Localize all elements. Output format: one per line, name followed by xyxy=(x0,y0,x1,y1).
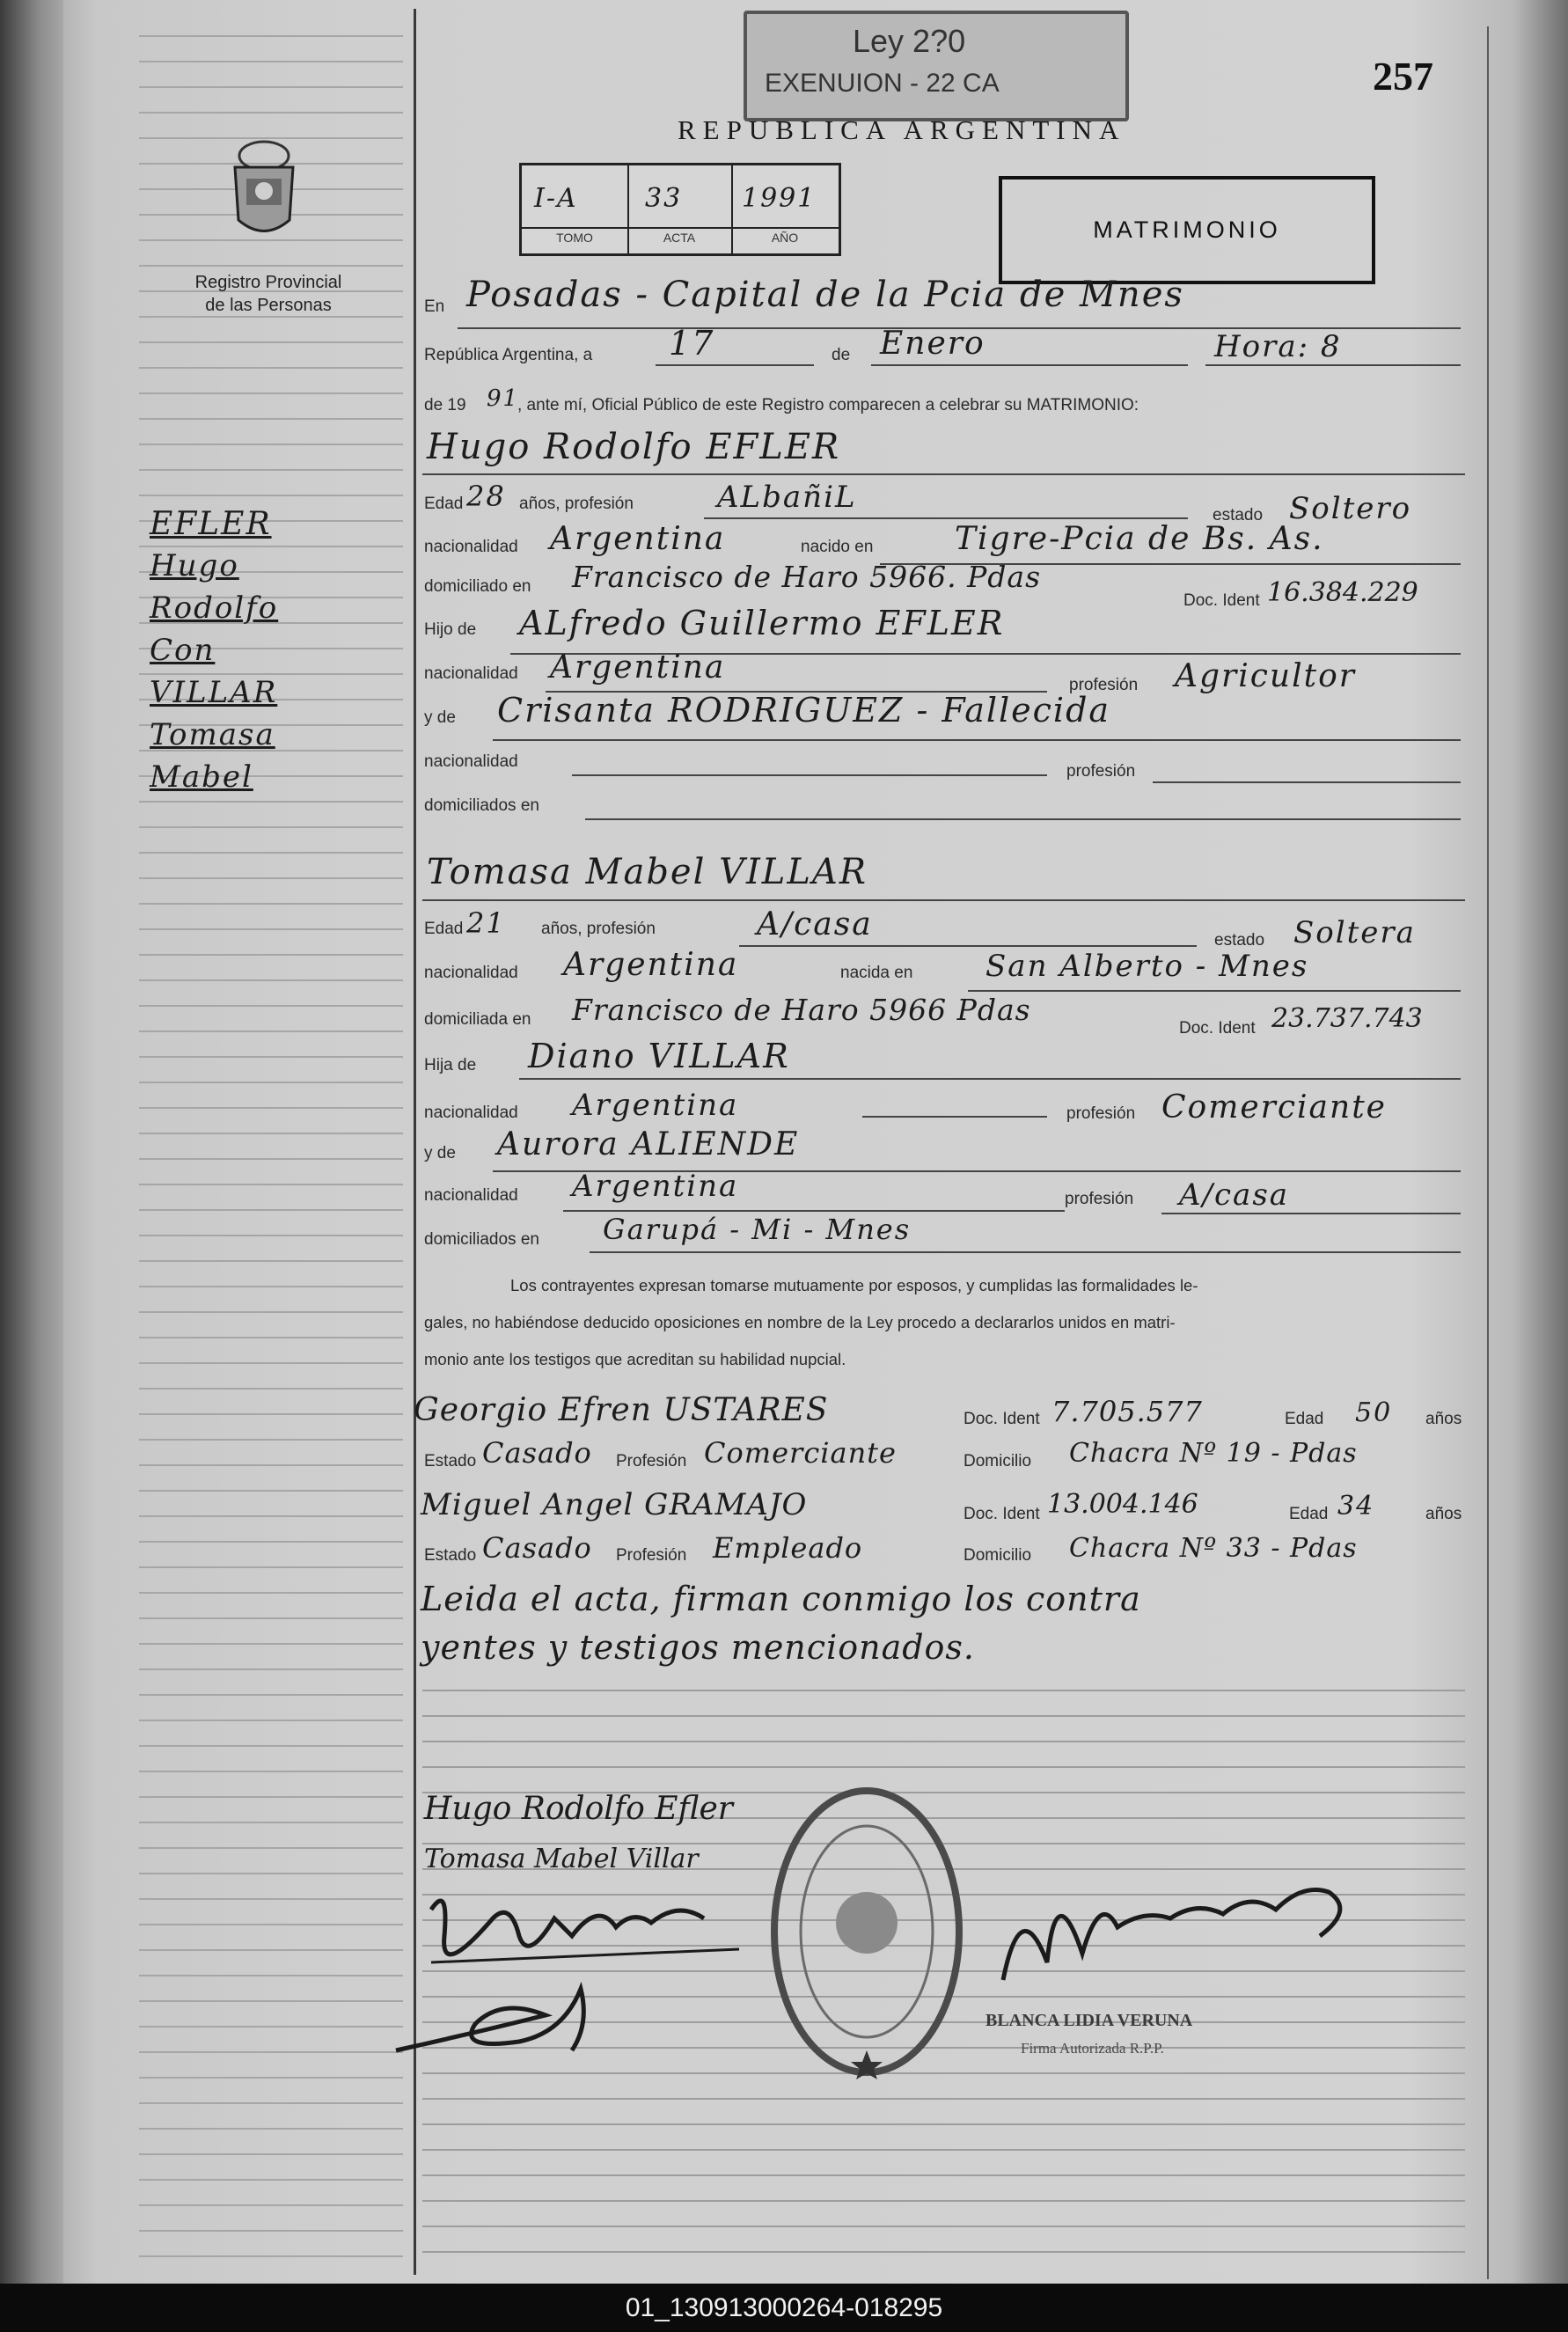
declaration-line-3: monio ante los testigos que acreditan su habilidad nupcial. xyxy=(424,1350,846,1368)
tomo-cell xyxy=(522,165,629,253)
margin-rule-line xyxy=(139,1133,403,1134)
ruled-line xyxy=(422,1766,1465,1768)
day-value: 17 xyxy=(669,324,715,363)
margin-rule-line xyxy=(139,418,403,420)
margin-rule-line xyxy=(139,1796,403,1798)
groom-padre-prof: Agricultor xyxy=(1175,658,1356,694)
margin-note-4: Con xyxy=(150,633,216,668)
margin-rule-line xyxy=(139,2102,403,2104)
margin-rule-line xyxy=(139,61,403,62)
margin-rule-line xyxy=(139,1184,403,1185)
bride-yde-label: y de xyxy=(424,1144,456,1162)
closing-line-2: yentes y testigos mencionados. xyxy=(421,1628,976,1667)
margin-rule-line xyxy=(139,979,403,981)
declaration-line-1: Los contrayentes expresan tomarse mutuamente por esposos, y cumplidas las formalidades le- xyxy=(510,1276,1198,1294)
ruled-line xyxy=(422,2123,1465,2125)
margin-note-6: Tomasa xyxy=(150,717,275,752)
ruled-line xyxy=(422,1690,1465,1691)
file-id: 01_130913000264-018295 xyxy=(625,2293,943,2322)
margin-rule-line xyxy=(139,1949,403,1951)
groom-madre-nac-label: nacionalidad xyxy=(424,752,518,771)
bride-profesion: A/casa xyxy=(757,906,873,942)
margin-rule-line xyxy=(139,341,403,343)
groom-padre-prof-label: profesión xyxy=(1069,676,1139,694)
bride-madre: Aurora ALIENDE xyxy=(497,1126,800,1162)
margin-rule-line xyxy=(139,954,403,956)
witness2-profesion: Empleado xyxy=(713,1531,863,1565)
margin-note-1: EFLER xyxy=(150,506,272,542)
ruled-line xyxy=(422,2226,1465,2227)
bride-hija-label: Hija de xyxy=(424,1056,477,1074)
republic-label: República Argentina, a xyxy=(424,346,593,364)
tomo-label: TOMO xyxy=(556,231,593,245)
tomo-value: I-A xyxy=(534,183,578,214)
margin-rule-line xyxy=(139,2179,403,2181)
margin-rule-line xyxy=(139,1056,403,1058)
groom-madre-prof-label: profesión xyxy=(1066,762,1136,781)
margin-rule-line xyxy=(139,2153,403,2155)
acta-cell xyxy=(627,165,733,253)
margin-rule-line xyxy=(139,1030,403,1032)
margin-rule-line xyxy=(139,444,403,445)
signature-groom: Hugo Rodolfo Efler xyxy=(424,1791,733,1827)
ruled-line xyxy=(422,2200,1465,2202)
bride-padre-prof-label: profesión xyxy=(1066,1104,1136,1123)
file-id-bar xyxy=(0,2284,1568,2332)
margin-rule-line xyxy=(139,2000,403,2002)
margin-rule-line xyxy=(139,1898,403,1900)
officer-stamp-name: BLANCA LIDIA VERUNA xyxy=(985,2011,1193,2030)
page-number: 257 xyxy=(1373,54,1433,99)
record-type-box xyxy=(999,176,1375,284)
en-label: En xyxy=(424,297,445,316)
groom-domicilio-label: domiciliado en xyxy=(424,577,531,596)
bride-anos-profesion-label: años, profesión xyxy=(541,920,656,938)
witness1-edad-label: Edad xyxy=(1285,1410,1324,1428)
bride-estado-label: estado xyxy=(1214,931,1265,950)
groom-madre: Crisanta RODRIGUEZ - Fallecida xyxy=(497,691,1111,730)
groom-padre-nac-label: nacionalidad xyxy=(424,664,518,683)
witness1-domicilio: Chacra Nº 19 - Pdas xyxy=(1069,1438,1358,1469)
margin-note-2: Hugo xyxy=(150,548,239,583)
stamp-line-2: EXENUION - 22 CA xyxy=(765,69,1000,98)
official-seal xyxy=(766,1782,968,2081)
bride-nacida-label: nacida en xyxy=(840,964,913,982)
margin-rule-line xyxy=(139,1158,403,1160)
margin-rule-line xyxy=(139,1337,403,1338)
bride-padre-nac-label: nacionalidad xyxy=(424,1104,518,1122)
witness2-name: Miguel Angel GRAMAJO xyxy=(421,1487,808,1522)
margin-rule-line xyxy=(139,2026,403,2028)
margin-rule-line xyxy=(139,928,403,930)
acta-label: ACTA xyxy=(663,231,696,245)
registry-line-1: Registro Provincial xyxy=(194,273,342,292)
hora-value: Hora: 8 xyxy=(1214,329,1342,364)
bride-nacionalidad-label: nacionalidad xyxy=(424,964,518,982)
margin-rule-line xyxy=(139,1362,403,1364)
stamp-line-1: Ley 2?0 xyxy=(853,23,966,59)
margin-rule-line xyxy=(139,1464,403,1466)
margin-rule-line xyxy=(139,852,403,854)
witness2-doc: 13.004.146 xyxy=(1047,1489,1198,1520)
groom-estado-label: estado xyxy=(1213,506,1264,524)
groom-doc-label: Doc. Ident xyxy=(1183,591,1260,610)
margin-rule-line xyxy=(139,1311,403,1313)
groom-nacionalidad: Argentina xyxy=(550,521,726,557)
record-reference xyxy=(519,163,841,256)
margin-rule-line xyxy=(139,2230,403,2232)
margin-rule-line xyxy=(139,1260,403,1262)
bride-madre-nac-label: nacionalidad xyxy=(424,1186,518,1205)
margin-rule-line xyxy=(139,903,403,905)
ano-value: 1991 xyxy=(742,183,817,214)
margin-rule-line xyxy=(139,265,403,267)
ano-label: AÑO xyxy=(771,231,799,245)
margin-rule-line xyxy=(139,1005,403,1007)
witness2-edad-label: Edad xyxy=(1289,1505,1329,1523)
witness1-name: Georgio Efren USTARES xyxy=(414,1392,829,1428)
margin-rule-line xyxy=(139,1439,403,1441)
witness1-doc-label: Doc. Ident xyxy=(964,1410,1040,1428)
year-suffix: 91 xyxy=(487,385,520,412)
margin-rule-line xyxy=(139,826,403,828)
intro-statement: , ante mí, Oficial Público de este Registro comparecen a celebrar su MATRIMONIO: xyxy=(517,396,1139,414)
officer-signature xyxy=(994,1857,1364,2006)
ruled-line xyxy=(422,1715,1465,1717)
margin-note-7: Mabel xyxy=(150,759,253,795)
witness1-estado-label: Estado xyxy=(424,1452,477,1470)
margin-rule-line xyxy=(139,2255,403,2257)
coat-of-arms-icon xyxy=(224,136,304,246)
bride-padre: Diano VILLAR xyxy=(528,1037,790,1075)
witness2-edad: 34 xyxy=(1337,1491,1375,1522)
margin-rule-line xyxy=(139,1082,403,1083)
bride-domicilio: Francisco de Haro 5966 Pdas xyxy=(572,993,1031,1027)
witness1-edad: 50 xyxy=(1355,1397,1393,1428)
bride-name: Tomasa Mabel VILLAR xyxy=(427,852,868,892)
month-value: Enero xyxy=(880,326,985,362)
witness2-profesion-label: Profesión xyxy=(616,1546,687,1565)
ruled-line xyxy=(422,2251,1465,2253)
bride-madre-prof-label: profesión xyxy=(1065,1190,1134,1208)
bride-nacida: San Alberto - Mnes xyxy=(985,949,1309,984)
registry-name xyxy=(132,271,405,317)
witness2-doc-label: Doc. Ident xyxy=(964,1505,1040,1523)
margin-note xyxy=(150,506,405,802)
margin-rule-line xyxy=(139,2204,403,2206)
margin-rule-line xyxy=(139,2051,403,2053)
record-type: MATRIMONIO xyxy=(1093,216,1281,243)
bride-domiciliados-label: domiciliados en xyxy=(424,1230,539,1249)
margin-rule-line xyxy=(139,86,403,88)
bride-edad-label: Edad xyxy=(424,920,464,938)
margin-rule-line xyxy=(139,1720,403,1721)
margin-note-3: Rodolfo xyxy=(150,590,279,626)
bride-edad: 21 xyxy=(466,906,506,940)
margin-rule-line xyxy=(139,112,403,114)
groom-hijo-label: Hijo de xyxy=(424,620,477,639)
margin-rule-line xyxy=(139,1592,403,1594)
groom-nacido: Tigre-Pcia de Bs. As. xyxy=(955,521,1324,557)
groom-edad: 28 xyxy=(466,480,506,513)
margin-rule-line xyxy=(139,1235,403,1236)
margin-rule-line xyxy=(139,392,403,394)
witness2-domicilio-label: Domicilio xyxy=(964,1546,1032,1565)
witness2-domicilio: Chacra Nº 33 - Pdas xyxy=(1069,1533,1358,1564)
bride-madre-nac: Argentina xyxy=(572,1169,739,1204)
witness1-doc: 7.705.577 xyxy=(1051,1395,1203,1428)
country-heading: REPUBLICA ARGENTINA xyxy=(678,114,1126,145)
bride-estado: Soltera xyxy=(1293,915,1416,950)
margin-rule-line xyxy=(139,1668,403,1670)
margin-rule-line xyxy=(139,1975,403,1976)
margin-rule-line xyxy=(139,1847,403,1849)
groom-domiciliados-label: domiciliados en xyxy=(424,796,539,815)
acta-value: 33 xyxy=(645,183,683,214)
margin-rule-line xyxy=(139,1286,403,1287)
witness1-domicilio-label: Domicilio xyxy=(964,1452,1032,1470)
exemption-stamp xyxy=(744,11,1129,121)
margin-rule-line xyxy=(139,1745,403,1747)
groom-padre-nac: Argentina xyxy=(550,649,726,686)
bride-padre-prof: Comerciante xyxy=(1161,1089,1387,1126)
margin-rule-line xyxy=(139,1617,403,1619)
margin-rule-line xyxy=(139,1209,403,1211)
margin-rule-line xyxy=(139,1490,403,1492)
closing-line-1: Leida el acta, firman conmigo los contra xyxy=(421,1580,1141,1618)
ruled-line xyxy=(422,2149,1465,2151)
bride-domicilio-label: domiciliada en xyxy=(424,1010,531,1029)
witness2-estado: Casado xyxy=(482,1531,592,1565)
bride-doc-label: Doc. Ident xyxy=(1179,1019,1256,1038)
registry-line-2: de las Personas xyxy=(205,296,332,315)
de-label: de xyxy=(832,346,851,364)
ano-cell xyxy=(731,165,839,253)
margin-rule-line xyxy=(139,495,403,496)
ruled-line xyxy=(422,2098,1465,2100)
bride-nacionalidad: Argentina xyxy=(563,947,739,983)
margin-rule-line xyxy=(139,2077,403,2079)
witness-signatures xyxy=(370,1883,792,2086)
declaration-line-2: gales, no habiéndose deducido oposiciones en nombre de la Ley procedo a declararlos unidos en matri- xyxy=(424,1313,1176,1331)
margin-rule-line xyxy=(139,367,403,369)
place-value: Posadas - Capital de la Pcia de Mnes xyxy=(466,275,1184,315)
witness2-estado-label: Estado xyxy=(424,1546,477,1565)
witness1-profesion-label: Profesión xyxy=(616,1452,687,1470)
bride-madre-prof: A/casa xyxy=(1179,1177,1290,1213)
groom-profesion: ALbañiL xyxy=(717,480,857,515)
year-prefix: de 19 xyxy=(424,396,466,414)
margin-rule-line xyxy=(139,1413,403,1415)
groom-nacido-label: nacido en xyxy=(801,538,874,556)
bride-domiciliados: Garupá - Mi - Mnes xyxy=(603,1213,912,1246)
margin-rule-line xyxy=(139,1643,403,1645)
margin-rule-line xyxy=(139,1107,403,1109)
groom-name: Hugo Rodolfo EFLER xyxy=(427,427,841,467)
groom-doc: 16.384.229 xyxy=(1267,577,1418,608)
margin-note-5: VILLAR xyxy=(150,675,278,710)
margin-rule-line xyxy=(139,1873,403,1874)
ruled-line xyxy=(422,2174,1465,2176)
margin-rule-line xyxy=(139,1694,403,1696)
groom-nacionalidad-label: nacionalidad xyxy=(424,538,518,556)
groom-padre: ALfredo Guillermo EFLER xyxy=(519,604,1005,642)
margin-rule-line xyxy=(139,1515,403,1517)
margin-rule-line xyxy=(139,2128,403,2130)
groom-yde-label: y de xyxy=(424,708,456,727)
bride-doc: 23.737.743 xyxy=(1271,1003,1423,1034)
ruled-line xyxy=(422,1741,1465,1742)
witness1-profesion: Comerciante xyxy=(704,1436,897,1470)
right-edge xyxy=(1487,26,1489,2279)
margin-rule-line xyxy=(139,1771,403,1772)
margin-rule-line xyxy=(139,1388,403,1390)
witness1-anos-label: años xyxy=(1425,1410,1462,1428)
margin-rule-line xyxy=(139,1924,403,1925)
groom-edad-label: Edad xyxy=(424,495,464,513)
groom-anos-profesion-label: años, profesión xyxy=(519,495,634,513)
margin-rule-line xyxy=(139,1541,403,1543)
bride-padre-nac: Argentina xyxy=(572,1088,739,1123)
margin-rule-line xyxy=(139,35,403,37)
witness1-estado: Casado xyxy=(482,1436,592,1470)
signature-bride: Tomasa Mabel Villar xyxy=(424,1844,699,1874)
officer-stamp-title: Firma Autorizada R.P.P. xyxy=(1021,2040,1164,2057)
margin-rule-line xyxy=(139,1566,403,1568)
groom-domicilio: Francisco de Haro 5966. Pdas xyxy=(572,560,1042,594)
book-gutter xyxy=(0,0,63,2284)
margin-rule-line xyxy=(139,469,403,471)
margin-rule-line xyxy=(139,1822,403,1823)
witness2-anos-label: años xyxy=(1425,1505,1462,1523)
margin-rule-line xyxy=(139,877,403,879)
groom-estado: Soltero xyxy=(1289,491,1412,526)
